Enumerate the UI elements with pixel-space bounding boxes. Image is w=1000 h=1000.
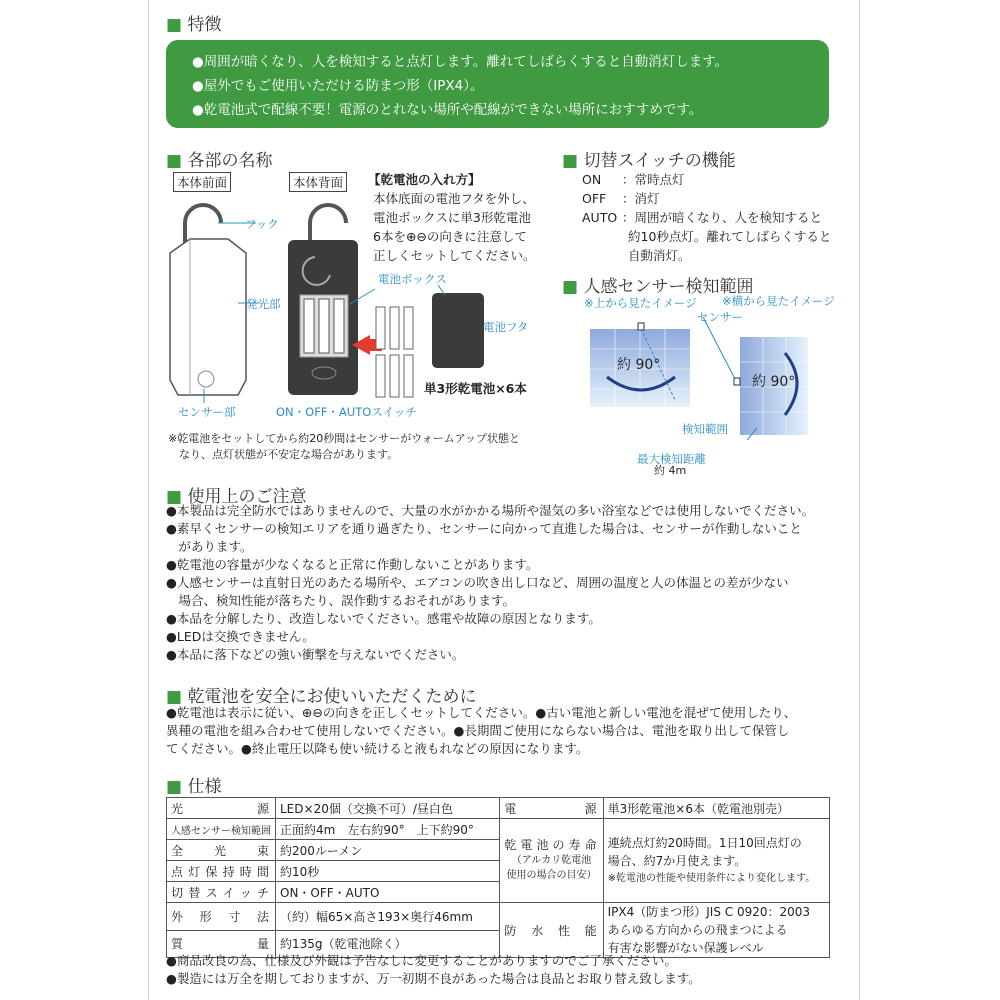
sensor-icon <box>638 323 644 330</box>
caution-line: があります。 <box>166 539 253 554</box>
features-heading: ■ 特徴 <box>166 15 222 35</box>
parts-note: ※乾電池をセットしてから約20秒間はセンサーがウォームアップ状態と <box>168 432 521 445</box>
top-view-label: ※上から見たイメージ <box>584 296 697 310</box>
table-row <box>167 903 830 931</box>
parts-note: なり、点灯状態が不安定な場合があります。 <box>168 448 399 461</box>
battery-cover-label: 電池フタ <box>483 320 529 334</box>
spec-value: 約135g（乾電池除く） <box>276 930 500 958</box>
battery-icon <box>404 307 413 349</box>
front-hook-icon <box>185 205 221 243</box>
sensor-label: センサー <box>697 310 743 324</box>
spec-note: ※乾電池の性能や使用条件により変化します。 <box>607 872 816 884</box>
spec-key: 点灯保持時間 <box>167 861 276 882</box>
spec-key: 人感センサー検知範囲 <box>167 819 276 840</box>
caution-line: ●乾電池の容量が少なくなると正常に作動しないことがあります。 <box>166 557 539 572</box>
spec-key: 電 源 <box>500 798 603 819</box>
switch-val: ：周囲が暗くなり、人を検知すると <box>622 210 823 225</box>
caution-line: ●人感センサーは直射日光のあたる場所や、エアコンの吹き出し口など、周囲の温度と人の体温との差が少ない <box>166 575 789 590</box>
battery-icon <box>390 355 399 397</box>
switch-label: ON・OFF・AUTOスイッチ <box>276 405 417 419</box>
battery-safety-line: 異種の電池を組み合わせて使用しないでください。●長期間ご使用にならない場合は、電池を取り出して保管し <box>166 723 790 738</box>
spec-key: 防水性能 <box>500 903 603 958</box>
spec-key-sub: 使用の場合の目安） <box>506 870 597 881</box>
footer-line: ●商品改良の為、仕様及び外観は予告なしに変更することがありますのでご了承ください。 <box>166 953 677 968</box>
table-row <box>167 798 830 819</box>
max-distance-label: 最大検知距離 <box>637 452 706 466</box>
spec-heading: ■ 仕様 <box>166 777 222 797</box>
footer-line: ●製造には万全を期しておりますが、万一初期不良があった場合は良品とお取り替え致します。 <box>166 971 701 986</box>
spec-value: あらゆる方向からの飛まつによる <box>607 923 788 937</box>
range-label: 検知範囲 <box>682 422 728 436</box>
switch-key: ON <box>582 172 602 187</box>
back-label: 本体背面 <box>289 172 347 192</box>
battery-icon <box>376 307 385 349</box>
light-label: 発光部 <box>246 297 281 311</box>
battery-caption: 単3形乾電池×6本 <box>424 381 527 396</box>
caution-line: ●本製品は完全防水ではありませんので、大量の水がかかる場所や湿気の多い浴室などでは使用しないでください。 <box>166 503 815 518</box>
angle-top: 約 90° <box>617 357 661 373</box>
switch-val: ：消灯 <box>622 191 660 206</box>
spec-value: ON・OFF・AUTO <box>276 882 500 903</box>
feature-item: ●乾電池式で配線不要！電源のとれない場所や配線ができない場所におすすめです。 <box>192 102 703 118</box>
battery-icon <box>404 355 413 397</box>
spec-key: 切替スイッチ <box>167 882 276 903</box>
caution-line: ●本品に落下などの強い衝撃を与えないでください。 <box>166 647 465 662</box>
side-view-label: ※横から見たイメージ <box>722 294 835 308</box>
switch-cont: 約10秒点灯。離れてしばらくすると <box>628 229 832 244</box>
spec-key-sub: （アルカリ乾電池 <box>511 855 592 866</box>
parts-heading: ■ 各部の名称 <box>166 151 273 171</box>
spec-value: 連続点灯約20時間。1日10回点灯の <box>607 835 802 850</box>
sensor-range-heading: ■ 人感センサー検知範囲 <box>562 277 754 297</box>
sensor-part-label: センサー部 <box>178 405 236 419</box>
features-box <box>166 40 829 128</box>
spec-key: 全 光 束 <box>167 840 276 861</box>
install-line: 6本を⊕⊖の向きに注意して <box>373 229 527 244</box>
spec-table <box>166 797 830 958</box>
angle-side: 約 90° <box>752 374 796 390</box>
battery-icon <box>376 355 385 397</box>
spec-value: 約200ルーメン <box>276 840 500 861</box>
spec-value: 場合、約7か月使えます。 <box>607 853 747 868</box>
switch-heading: ■ 切替スイッチの機能 <box>562 151 736 171</box>
caution-line: ●素早くセンサーの検知エリアを通り過ぎたり、センサーに向かって直進した場合は、センサーが作動しないこと <box>166 521 802 536</box>
battery-safety-line: ●乾電池は表示に従い、⊕⊖の向きを正しくセットしてください。●古い電池と新しい電池を混ぜて使用したり、 <box>166 705 797 720</box>
install-line: 本体底面の電池フタを外し、 <box>373 191 535 206</box>
front-label: 本体前面 <box>173 172 231 192</box>
spec-value: （約）幅65×高さ193×奥行46mm <box>276 903 500 931</box>
spec-value: 正面約4m 左右約90° 上下約90° <box>276 819 500 840</box>
install-title: 【乾電池の入れ方】 <box>368 172 481 187</box>
switch-key: AUTO <box>582 210 618 225</box>
battery-safety-line: てください。●終止電圧以降も使い続けると液もれなどの原因になります。 <box>166 741 589 756</box>
switch-cont: 自動消灯。 <box>628 248 691 263</box>
spec-key: 光 源 <box>167 798 276 819</box>
caution-line: ●本品を分解したり、改造しないでください。感電や故障の原因となります。 <box>166 611 601 626</box>
feature-item: ●周囲が暗くなり、人を検知すると点灯します。離れてしばらくすると自動消灯します。 <box>192 54 729 70</box>
table-row <box>167 819 830 840</box>
spec-value: 約10秒 <box>276 861 500 882</box>
spec-key: 外形寸法 <box>167 903 276 931</box>
spec-value: 有害な影響がない保護レベル <box>607 941 764 955</box>
battery-icon <box>390 307 399 349</box>
battery-cover <box>432 293 484 368</box>
feature-item: ●屋外でもご使用いただける防まつ形（IPX4）。 <box>192 78 484 94</box>
caution-line: ●LEDは交換できません。 <box>166 629 315 644</box>
cautions-heading: ■ 使用上のご注意 <box>166 487 307 507</box>
battery-safety-heading: ■ 乾電池を安全にお使いいただくために <box>166 687 477 707</box>
switch-key: OFF <box>582 191 607 206</box>
spec-value: LED×20個（交換不可）/昼白色 <box>276 798 500 819</box>
caution-line: 場合、検知性能が落ちたり、誤作動するおそれがあります。 <box>166 593 516 608</box>
spec-key: 乾電池の寿命 <box>504 838 599 852</box>
spec-key: 質 量 <box>167 930 276 958</box>
install-line: 電池ボックスに単3形乾電池 <box>373 210 531 225</box>
switch-val: ：常時点灯 <box>622 172 685 187</box>
max-distance-value: 約 4m <box>654 464 687 477</box>
spec-value: IPX4（防まつ形）JIS C 0920：2003 <box>607 905 811 919</box>
hook-label: フック <box>245 217 279 231</box>
spec-value: 単3形乾電池×6本（乾電池別売） <box>603 798 829 819</box>
install-line: 正しくセットしてください。 <box>373 248 536 263</box>
battery-box-label: 電池ボックス <box>378 272 447 286</box>
